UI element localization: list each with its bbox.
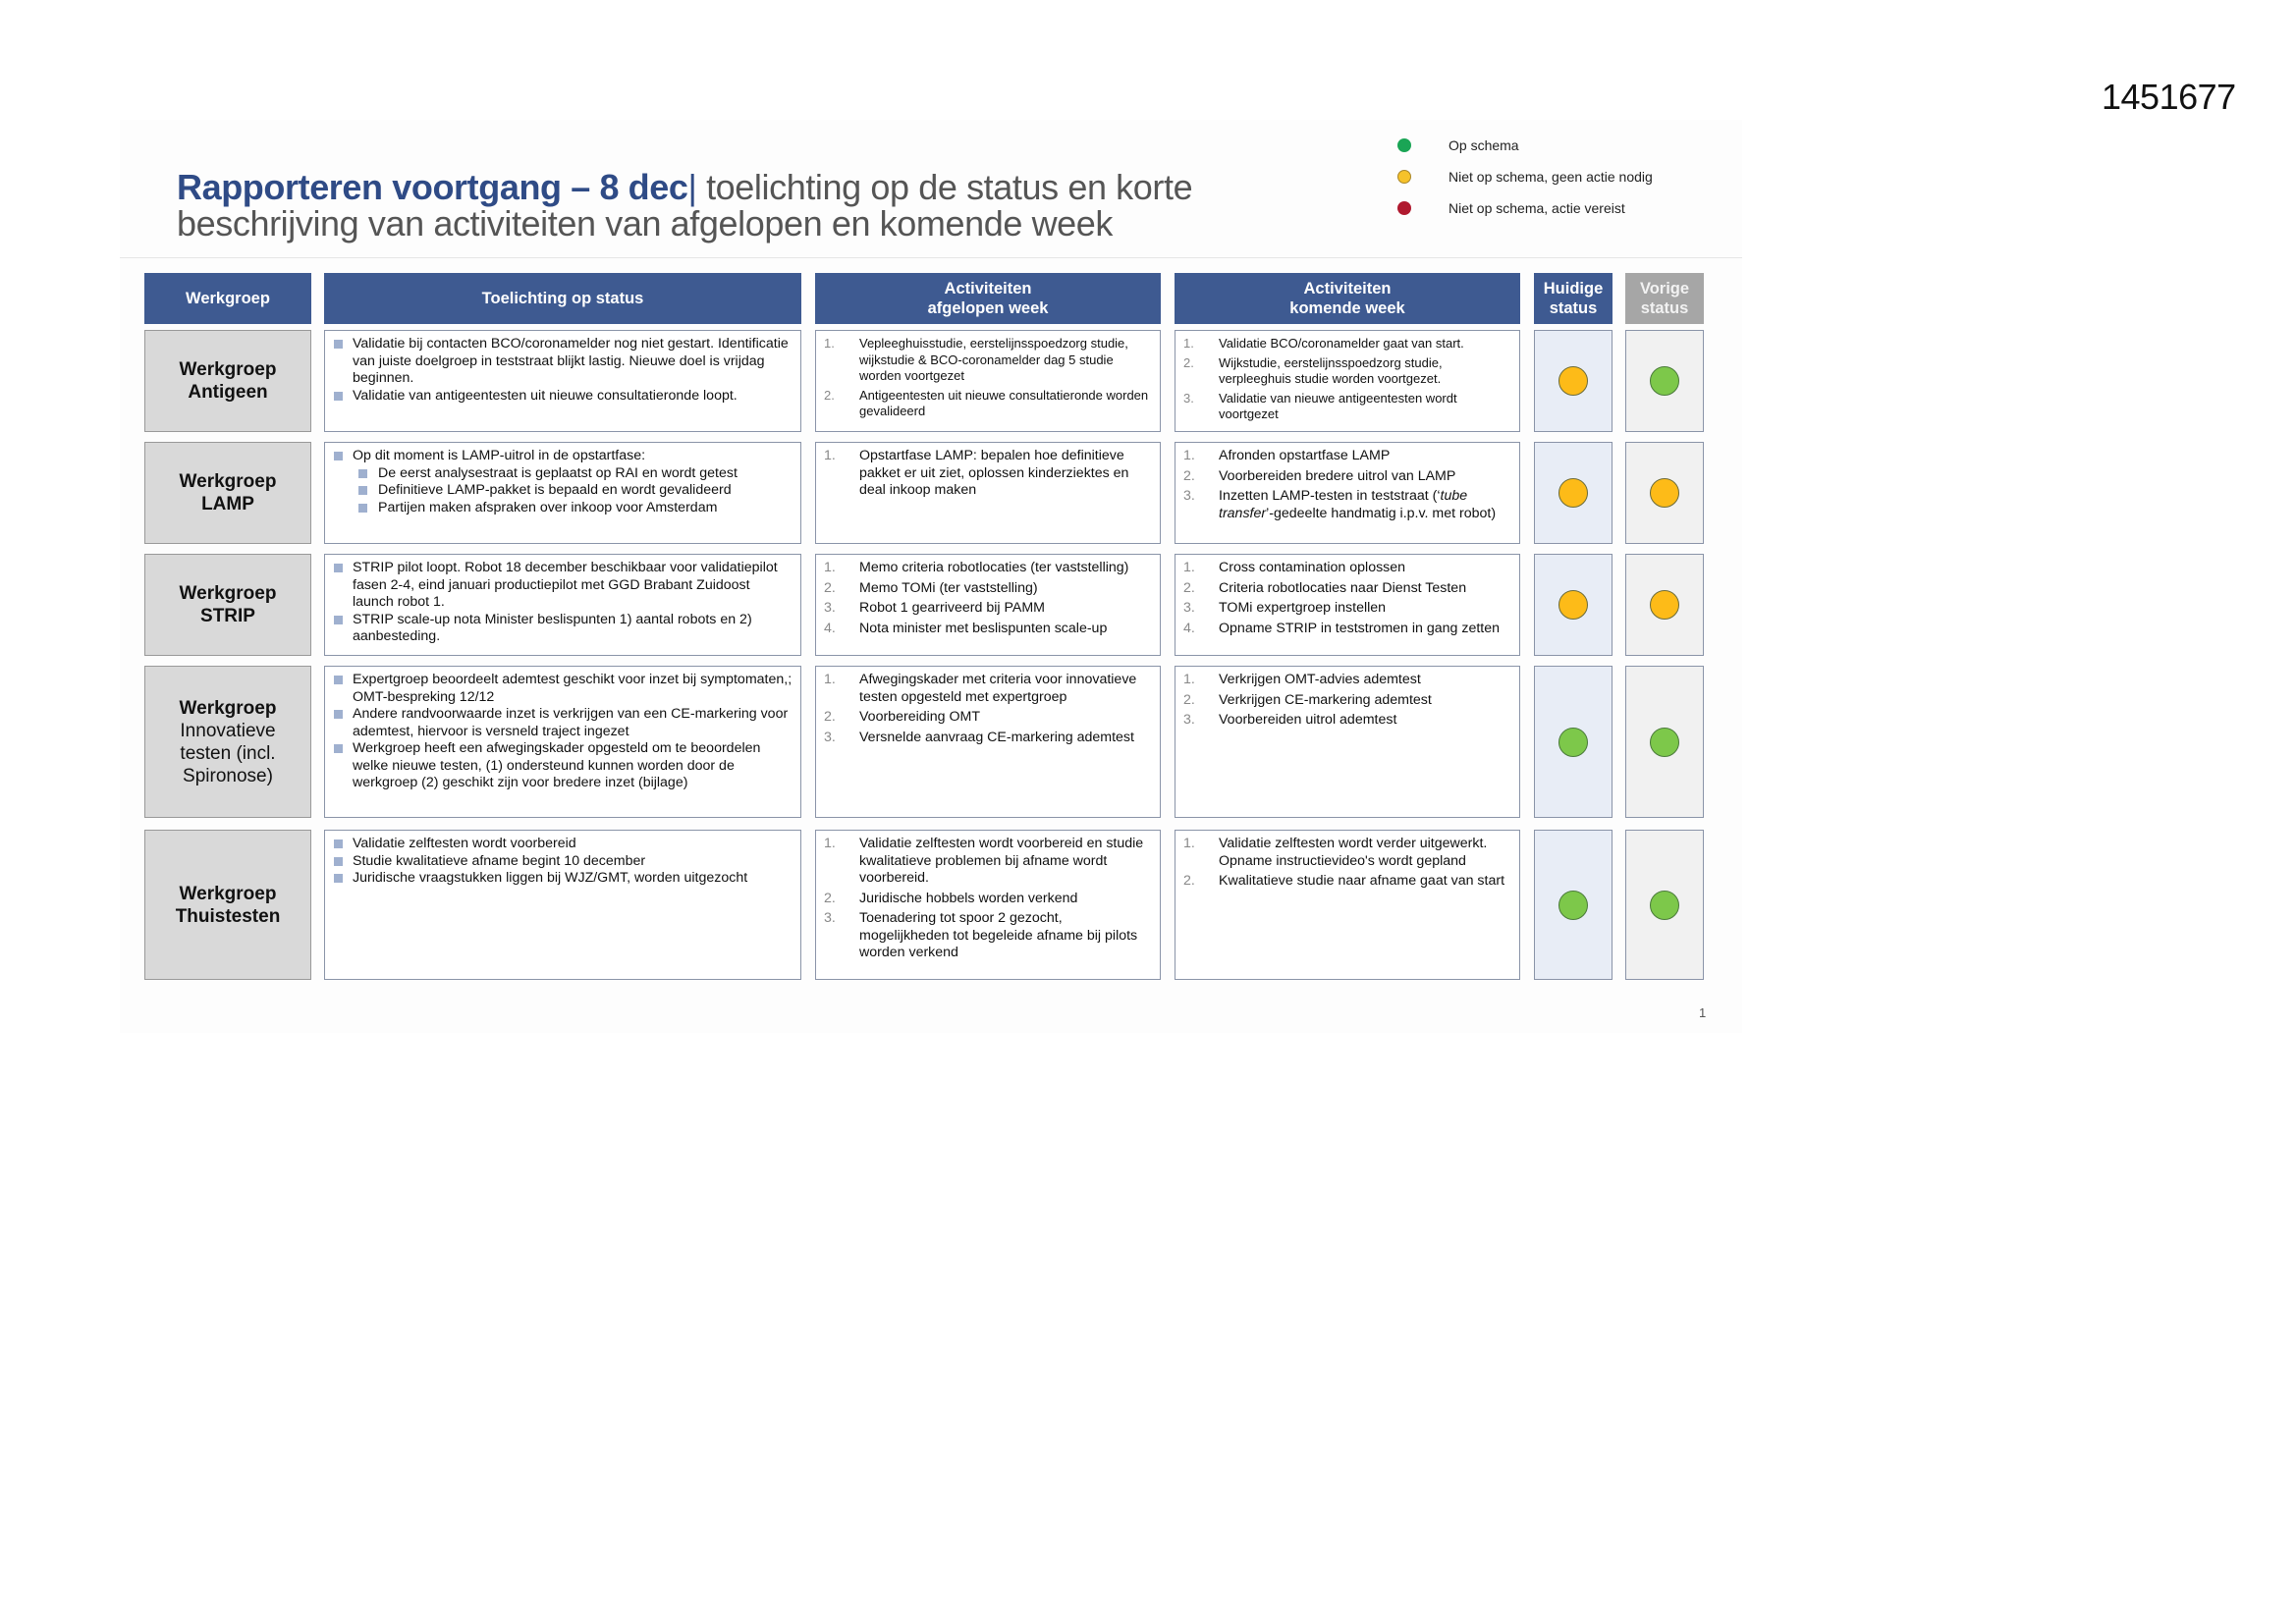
- group-thuistesten: Werkgroep Thuistesten: [144, 830, 311, 980]
- bullet-item: Expertgroep beoordeelt ademtest geschikt voor inzet bij symptomaten,; OMT-bespreking 12/12: [333, 672, 794, 706]
- document-id: 1451677: [2102, 77, 2236, 117]
- afgelopen-thuistesten: [815, 830, 1161, 980]
- yellow-dot-icon: [1397, 170, 1411, 184]
- numbered-item: 3. Versnelde aanvraag CE-markering ademtest: [824, 729, 1134, 745]
- huidige-status-lamp: [1534, 442, 1613, 544]
- sub-bullet-item: De eerst analysestraat is geplaatst op RAI en wordt getest: [333, 465, 794, 483]
- numbered-item: 1. Verkrijgen OMT-advies ademtest: [1183, 672, 1421, 687]
- numbered-item: 2. Verkrijgen CE-markering ademtest: [1183, 691, 1432, 708]
- green-status-icon: [1650, 728, 1679, 757]
- numbered-item: 4. Nota minister met beslispunten scale-up: [824, 620, 1108, 636]
- bullet-item: Validatie bij contacten BCO/coronamelder nog niet gestart. Identificatie van juiste doelgroep in teststraat blijkt lastig. Nieuwe doel is vrijdag beginnen.: [333, 336, 794, 388]
- red-dot-icon: [1397, 201, 1411, 215]
- afgelopen-innovatieve-testen: [815, 666, 1161, 818]
- header-vorige-status: Vorige status: [1625, 273, 1704, 324]
- page-number: 1: [1699, 1005, 1707, 1020]
- vorige-status-thuistesten: [1625, 830, 1704, 980]
- slide-title: [177, 169, 1355, 242]
- huidige-status-thuistesten: [1534, 830, 1613, 980]
- legend-item-action-required: [1393, 192, 1653, 224]
- legend-item-no-action: [1393, 161, 1653, 192]
- afgelopen-strip: [815, 554, 1161, 656]
- header-afgelopen-week: Activiteiten afgelopen week: [815, 273, 1161, 324]
- numbered-item: 3. Inzetten LAMP-testen in teststraat (‘tube transfer’-gedeelte handmatig i.p.v. met robot): [1183, 488, 1497, 521]
- title-strong: Rapporteren voortgang – 8 dec: [177, 167, 688, 207]
- toelichting-strip: [324, 554, 801, 656]
- komende-antigeen: [1175, 330, 1520, 432]
- bullet-item: Op dit moment is LAMP-uitrol in de opstartfase:: [333, 448, 794, 465]
- bullet-item: Andere randvoorwaarde inzet is verkrijgen van een CE-markering voor ademtest, hiervoor is versneld traject ingezet: [333, 706, 794, 740]
- komende-strip: [1175, 554, 1520, 656]
- bullet-item: Validatie zelftesten wordt voorbereid: [333, 836, 794, 853]
- green-status-icon: [1558, 728, 1588, 757]
- sub-bullet-item: Definitieve LAMP-pakket is bepaald en wordt gevalideerd: [333, 482, 794, 500]
- green-status-icon: [1558, 891, 1588, 920]
- numbered-item: 2. Voorbereiden bredere uitrol van LAMP: [1183, 467, 1456, 484]
- header-huidige-status: Huidige status: [1534, 273, 1613, 324]
- group-innovatieve-testen: Werkgroep Innovatieve testen (incl. Spironose): [144, 666, 311, 818]
- header-toelichting: Toelichting op status: [324, 273, 801, 324]
- bullet-item: STRIP pilot loopt. Robot 18 december beschikbaar voor validatiepilot fasen 2-4, eind januari productiepilot met GGD Brabant Zuidoost launch robot 1.: [333, 560, 794, 612]
- toelichting-thuistesten: [324, 830, 801, 980]
- numbered-item: 2. Criteria robotlocaties naar Dienst Testen: [1183, 579, 1467, 596]
- numbered-item: 2. Memo TOMi (ter vaststelling): [824, 579, 1038, 596]
- numbered-item: 2. Juridische hobbels worden verkend: [824, 890, 1078, 906]
- numbered-item: 2. Wijkstudie, eerstelijnsspoedzorg studie, verpleeghuis studie worden voortgezet.: [1183, 354, 1443, 386]
- yellow-status-icon: [1558, 366, 1588, 396]
- sub-bullet-item: Partijen maken afspraken over inkoop voor Amsterdam: [333, 500, 794, 517]
- bullet-item: Studie kwalitatieve afname begint 10 december: [333, 853, 794, 871]
- legend-label: Niet op schema, actie vereist: [1449, 200, 1625, 216]
- green-status-icon: [1650, 366, 1679, 396]
- title-rest: toelichting op de status en korte beschrijving van activiteiten van afgelopen en komende week: [177, 167, 1193, 244]
- numbered-item: 1. Cross contamination oplossen: [1183, 560, 1406, 575]
- numbered-item: 1. Vepleeghuisstudie, eerstelijnsspoedzorg studie, wijkstudie & BCO-coronamelder dag 5 studie worden voortgezet: [824, 336, 1128, 383]
- afgelopen-antigeen: [815, 330, 1161, 432]
- numbered-item: 2. Voorbereiding OMT: [824, 709, 981, 725]
- yellow-status-icon: [1558, 478, 1588, 508]
- numbered-item: 1. Validatie zelftesten wordt verder uitgewerkt. Opname instructievideo's wordt gepland: [1183, 836, 1488, 869]
- header-werkgroep: Werkgroep: [144, 273, 311, 324]
- numbered-item: 1. Afronden opstartfase LAMP: [1183, 448, 1391, 463]
- vorige-status-lamp: [1625, 442, 1704, 544]
- huidige-status-antigeen: [1534, 330, 1613, 432]
- group-strip: Werkgroep STRIP: [144, 554, 311, 656]
- bullet-item: Validatie van antigeentesten uit nieuwe consultatieronde loopt.: [333, 388, 794, 406]
- green-status-icon: [1650, 891, 1679, 920]
- vorige-status-antigeen: [1625, 330, 1704, 432]
- numbered-item: 3. Validatie van nieuwe antigeentesten wordt voortgezet: [1183, 390, 1457, 421]
- bullet-item: STRIP scale-up nota Minister beslispunten 1) aantal robots en 2) aanbesteding.: [333, 612, 794, 646]
- komende-lamp: [1175, 442, 1520, 544]
- yellow-status-icon: [1650, 590, 1679, 620]
- numbered-item: 3. Robot 1 gearriveerd bij PAMM: [824, 600, 1045, 616]
- bullet-item: Werkgroep heeft een afwegingskader opgesteld om te beoordelen welke nieuwe testen, (1) ondersteund kunnen worden door de werkgroep (2) geschikt zijn voor bredere inzet (bijlage): [333, 740, 794, 792]
- status-legend: [1393, 130, 1653, 224]
- komende-innovatieve-testen: [1175, 666, 1520, 818]
- legend-label: Niet op schema, geen actie nodig: [1449, 169, 1653, 185]
- numbered-item: 3. Voorbereiden uitrol ademtest: [1183, 712, 1397, 728]
- title-separator: |: [687, 167, 697, 207]
- numbered-item: 1. Validatie BCO/coronamelder gaat van start.: [1183, 336, 1464, 351]
- komende-thuistesten: [1175, 830, 1520, 980]
- title-divider: [120, 257, 1742, 258]
- numbered-item: 3. Toenadering tot spoor 2 gezocht, mogelijkheden tot begeleide afname bij pilots worden verkend: [824, 910, 1138, 960]
- numbered-item: 2. Kwalitatieve studie naar afname gaat van start: [1183, 873, 1505, 889]
- numbered-item: 4. Opname STRIP in teststromen in gang zetten: [1183, 620, 1501, 636]
- toelichting-innovatieve-testen: [324, 666, 801, 818]
- numbered-item: 1. Opstartfase LAMP: bepalen hoe definitieve pakket er uit ziet, oplossen kinderziektes en deal inkoop maken: [824, 448, 1129, 498]
- legend-label: Op schema: [1449, 137, 1519, 153]
- afgelopen-lamp: [815, 442, 1161, 544]
- yellow-status-icon: [1558, 590, 1588, 620]
- numbered-item: 1. Validatie zelftesten wordt voorbereid en studie kwalitatieve problemen bij afname wordt voorbereid.: [824, 836, 1144, 886]
- header-komende-week: Activiteiten komende week: [1175, 273, 1520, 324]
- huidige-status-strip: [1534, 554, 1613, 656]
- toelichting-lamp: [324, 442, 801, 544]
- vorige-status-strip: [1625, 554, 1704, 656]
- yellow-status-icon: [1650, 478, 1679, 508]
- bullet-item: Juridische vraagstukken liggen bij WJZ/GMT, worden uitgezocht: [333, 870, 794, 888]
- numbered-item: 1. Afwegingskader met criteria voor innovatieve testen opgesteld met expertgroep: [824, 672, 1137, 705]
- numbered-item: 3. TOMi expertgroep instellen: [1183, 600, 1387, 616]
- group-antigeen: Werkgroep Antigeen: [144, 330, 311, 432]
- green-dot-icon: [1397, 138, 1411, 152]
- vorige-status-innovatieve-testen: [1625, 666, 1704, 818]
- huidige-status-innovatieve-testen: [1534, 666, 1613, 818]
- numbered-item: 1. Memo criteria robotlocaties (ter vaststelling): [824, 560, 1129, 575]
- legend-item-on-schedule: [1393, 130, 1653, 161]
- numbered-item: 2. Antigeentesten uit nieuwe consultatieronde worden gevalideerd: [824, 387, 1149, 418]
- group-lamp: Werkgroep LAMP: [144, 442, 311, 544]
- toelichting-antigeen: [324, 330, 801, 432]
